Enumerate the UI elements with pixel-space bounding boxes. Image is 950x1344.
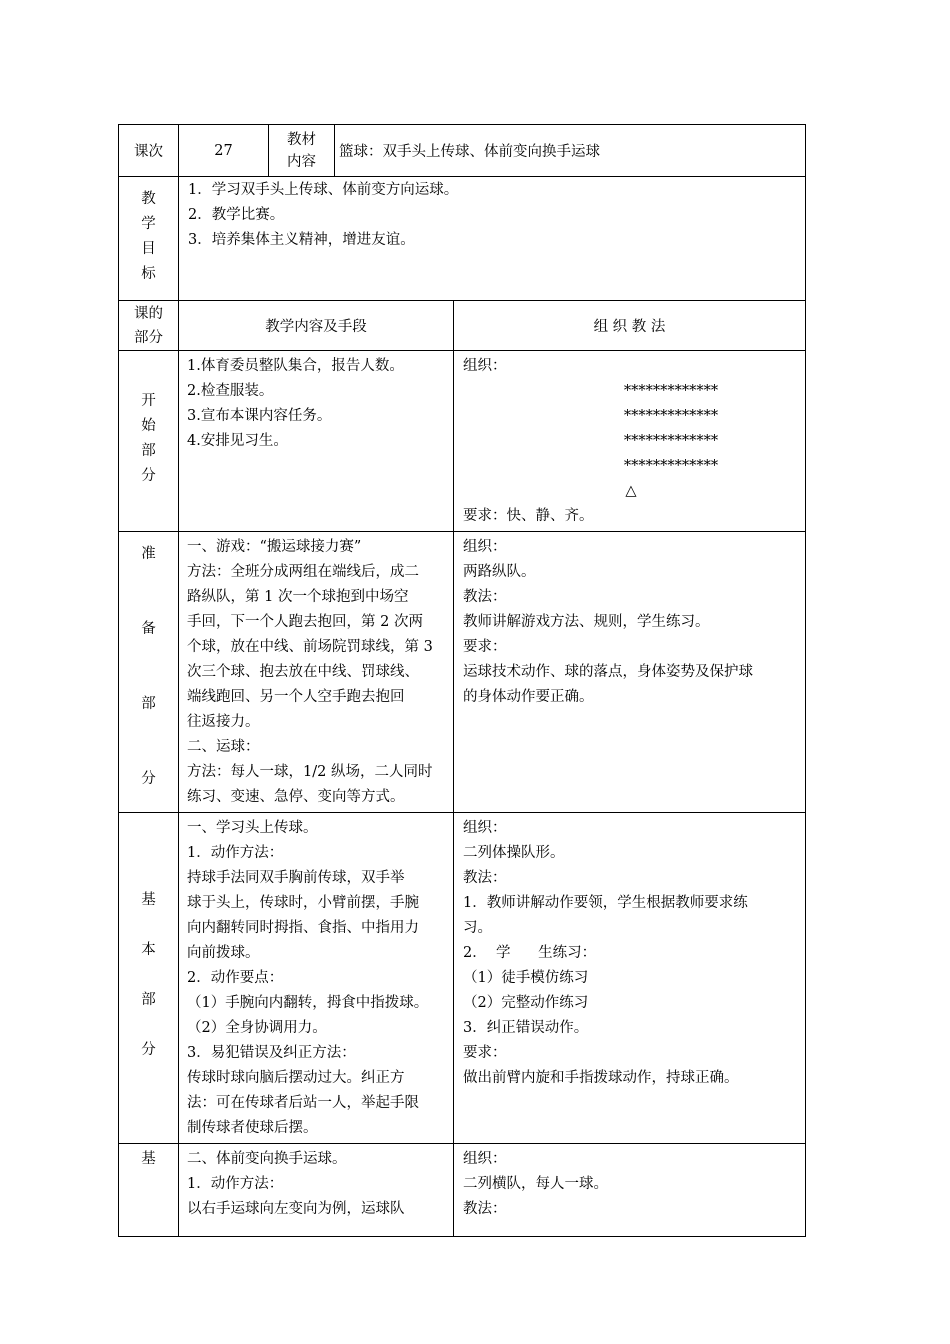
- material-content: 篮球：双手头上传球、体前变向换手运球: [335, 125, 806, 177]
- section-method: 组织： 两路纵队。 教法： 教师讲解游戏方法、规则，学生练习。 要求： 运球技术动作、球的落点，身体姿势及保护球 的身体动作要正确。: [454, 532, 806, 813]
- section-basic-continued: [119, 1144, 806, 1237]
- goal-item: 3．培养集体主义精神，增进友谊。: [188, 232, 415, 248]
- part-header: 课的 部分: [119, 301, 179, 351]
- section-label: 准 备 部 分: [119, 532, 179, 813]
- formation-row: *************: [623, 408, 719, 424]
- lesson-label: 课次: [119, 125, 179, 177]
- section-method: 组织： ************* ************* ************* ************* △ 要求：快、静、齐。: [454, 351, 806, 532]
- goals-label: 教 学 目 标: [119, 177, 179, 301]
- content-header: 教学内容及手段: [179, 301, 454, 351]
- section-opening: [119, 351, 806, 532]
- goals-content: [179, 177, 806, 301]
- column-header-row: [119, 301, 806, 351]
- goal-item: 1．学习双手头上传球、体前变方向运球。: [188, 182, 459, 198]
- lesson-plan-document: [118, 124, 805, 1237]
- section-label: 基: [119, 1144, 179, 1237]
- teacher-position-mark: △: [625, 483, 637, 499]
- section-preparation: [119, 532, 806, 813]
- formation-row: *************: [623, 383, 719, 399]
- goal-item: 2．教学比赛。: [188, 207, 285, 223]
- section-method: 组织： 二列体操队形。 教法： 1．教师讲解动作要领，学生根据教师要求练 习。 2． 学 生练习： （1）徒手模仿练习 （2）完整动作练习 3．纠正错误动作。 要求： 做出前臂内旋和手指拨球动作，持球正确。: [454, 813, 806, 1144]
- formation-row: *************: [623, 433, 719, 449]
- section-label: 基 本 部 分: [119, 813, 179, 1144]
- section-content: 一、游戏：“搬运球接力赛” 方法：全班分成两组在端线后，成二 路纵队，第 1 次一个球抱到中场空 手回，下一个人跑去抱回，第 2 次两 个球，放在中线、前场院罚球线，第 3 次三个球、抱去放在中线、罚球线、 端线跑回、另一个人空手跑去抱回 往返接力。 二、运球： 方法：每人一球，1/2 纵场，二人同时 练习、变速、急停、变向等方式。: [179, 532, 454, 813]
- formation-row: *************: [623, 458, 719, 474]
- section-label: 开 始 部 分: [119, 351, 179, 532]
- section-method: 组织： 二列横队，每人一球。 教法：: [454, 1144, 806, 1237]
- header-row: [119, 125, 806, 177]
- material-label: 教材 内容: [269, 125, 335, 177]
- method-header: 组 织 教 法: [454, 301, 806, 351]
- lesson-number: 27: [179, 125, 269, 177]
- goals-row: [119, 177, 806, 301]
- section-content: 二、体前变向换手运球。 1．动作方法： 以右手运球向左变向为例，运球队: [179, 1144, 454, 1237]
- section-content: 1.体育委员整队集合，报告人数。 2.检查服装。 3.宣布本课内容任务。 4.安排见习生。: [179, 351, 454, 532]
- section-basic: [119, 813, 806, 1144]
- section-content: 一、学习头上传球。 1．动作方法： 持球手法同双手胸前传球，双手举 球于头上，传球时，小臂前摆，手腕 向内翻转同时拇指、食指、中指用力 向前拨球。 2．动作要点： （1）手腕向内翻转，拇食中指拨球。 （2）全身协调用力。 3．易犯错误及纠正方法： 传球时球向脑后摆动过大。纠正方 法：可在传球者后站一人，举起手限 制传球者使球后摆。: [179, 813, 454, 1144]
- lesson-plan-table: [118, 124, 806, 1237]
